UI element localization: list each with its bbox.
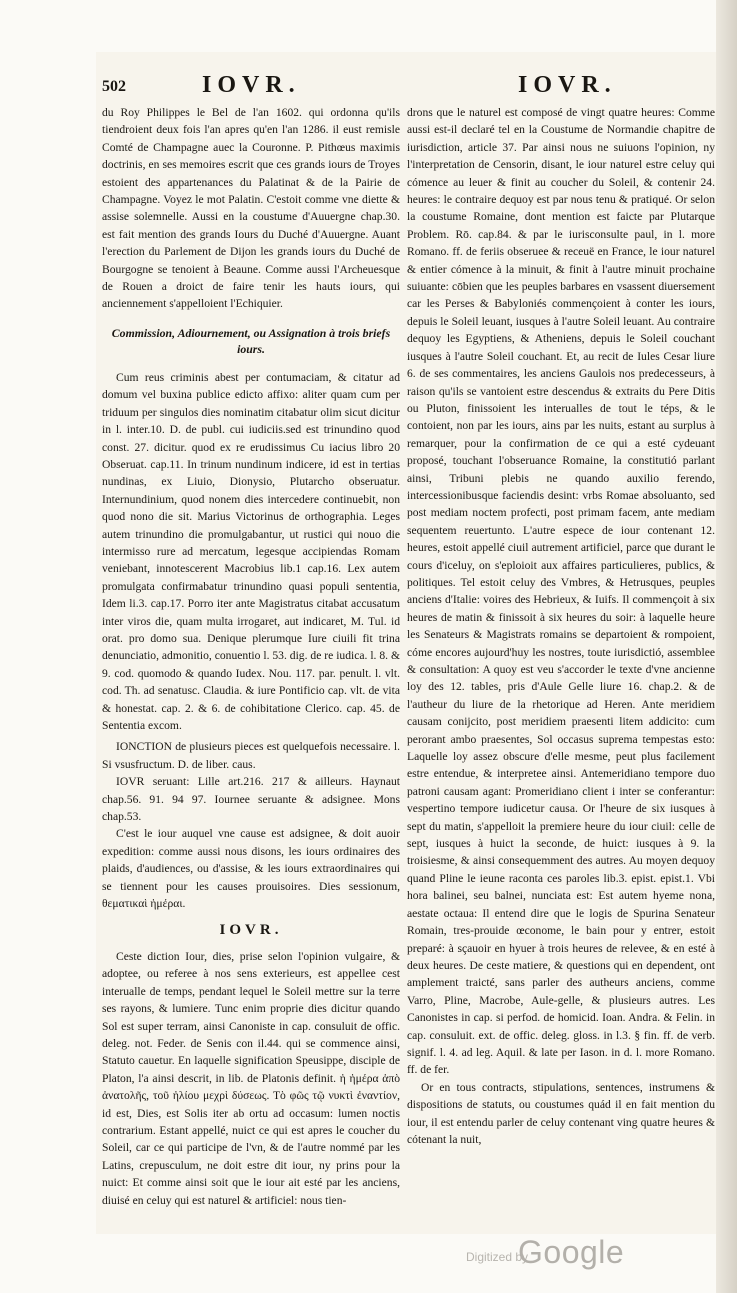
entry-heading-commission: Commission, Adiournement, ou Assignation à trois briefs iours. [111,325,391,356]
page-gutter-shadow [716,0,737,1293]
paragraph-diction-iour: Ceste diction Iour, dies, prise selon l'opinion vulgaire, & adoptee, ou referee à nos sens exterieurs, est appellee cest interualle de temps, pendant lequel le Soleil mettre sur la terre ses rayons, & lumiere. Tunc enim proprie dies dicitur quando Sol est super terram, ainsi Canoniste in cap. consuluit de offic. deleg. not. Feder. de Senis con il.44. qui se commence ainsi, Statuto cauetur. En laquelle signification Speusippe, disciple de Platon, l'a ainsi descrit, in lib. de Platonis definit. ἡ ἡμέρα ἀπὸ ἀνατολῆς, τοῦ ἡλίου μεχρὶ δύσεως. Τὸ φῶς τῷ νυκτὶ ἐναντίον, id est, Dies, est Solis iter ab ortu ad occasum: lumen noctis contrarium. Estant appellé, nuict ce qui est apres le coucher du Soleil, car ce qui participe de l'vn, & de l'autre nommé par les Latins, crepusculum, ne doit estre dit iour, ny prins pour la nuict: Et comme ainsi soit que le iour ait esté par les anciens, diuisé en celuy qui est naturel & artificiel: nous tien- [102,949,400,1207]
google-logo: Google [518,1234,625,1270]
running-header [102,72,717,102]
paragraph-iour-adsigne: C'est le iour auquel vne cause est adsignee, & doit auoir expedition: comme aussi nous disons, les iours ordinaires des plaids, d'audiences, ou d'assise, & les iours extraordinaires qui se tiennent pour les causes prouisoires. Dies sessionum, θεματικαὶ ἡμέραι. [102,827,400,911]
watermark-prefix: Digitized by [466,1250,529,1264]
paragraph-iour-naturel: drons que le naturel est composé de vingt quatre heures: Comme aussi est-il declaré tel en la Coustume de Normandie chapitre de iurisdiction, article 37. Par ainsi nous ne suiuons l'opinion, ny l'interpretation de Censorin, disant, le iour naturel estre celuy qui cómence au leuer & finit au coucher du Soleil, & contenir 24. heures: le contraire dequoy est par nous tenu & pratiqué. Or selon la coustume Romaine, dont mention est faicte par Plutarque Problem. Rō. cap.84. & par le iurisconsulte paul, in l. more Romano. ff. de feriis obseruee & receuë en France, le iour naturel & entier cómence à la minuit, & finit à l'autre minuit prochaine suiuante: cōbien que les peuples barbares en vsassent diuersement car les Perses & Babyloniés commençoient à conter les iours, depuis le Soleil leuant, iusques à l'autre Soleil leuant. Au contraire dequoy les Egyptiens, & Atheniens, depuis le Soleil couchant iusques à l'autre Soleil couchant. Et, au recit de Iules Cesar liure 6. de ses commentaires, les anciens Gaulois nos predecesseurs, à raison qu'ils se vantoient estre descendus & extraits du Pere Ditis ou Pluton, finissoient les interualles de tout le téps, & le contoient, non par les iours, ains par les nuits, estant au surplus à remarquer, pour la confirmation de ce qui a esté cydeuant proposé, touchant l'obseruance Romaine, la constitutió parlant ainsi, Tribuni plebis ne quando auxilio ferendo, intercessionibusque faciendis desint: vrbs Romae absoluanto, sed post mediam noctem profecti, post primam facem, ante mediam sequentem reuertunto. L'autre espece de iour contenant 12. heures, estoit appellé ciuil autrement artificiel, parce que durant le cours d'iceluy, on s'eploioit aux affaires particulieres, publics, & politiques. Tel estoit celuy des Vmbres, & Hetrusques, peuples anciens d'Italie: voires des Hebrieux, & Iuifs. Il commençoit à six heures de matin & finissoit à six heures du soir: à laquelle heure les Senateurs & Magistrats romains se departoient & rompoient, cóme encores aujourd'huy les nostres, toute iurisdictió, assemblee & consultation: A quoy est veu s'accorder le texte d'vne ancienne loy des 12. tables, pris d'Aule Gelle liure 16. chap.2. & de l'autheur du liure de la rhetorique ad Heren. Ante meridiem causam conijcito, post meridiem praesenti litem addicito: cum perorant ambo praesentes, Sol occasus suprema tempestas esto: Laquelle loy assez obscure d'elle mesme, peut plus facilement estre entendue, & interpretee ainsi. Antemeridiano tempore duo patroni causam agant: Promeridiano client i inter se conferantur: vespertino tempore iudicetur causa. Or l'heure de six iusques à sept du matin, s'appelloit la premiere heure du iour ciuil: celle de sept, iusques à huict la seconde, de huict: iusques à 9. la troisiesme, & ainsi consequemment des autres. Au moyen dequoy quand Pline le ieune raconta ces paroles lib.3. epist. epist.1. Vbi hora balinei, seu balnei, nunciata est: Est autem hyeme nona, aestate octaua: Il entend dire que le logis de Spurina Senateur Romain, tres-prouide œconome, le bain pour y entrer, estoit preparé: à sçauoir en hyuer à trois heures de relevee, & en esté à deux heures. De ceste matiere, & questions qui en dependent, ont amplement traicté, sans parler des autheurs anciens, comme Varro, Pline, Macrobe, Aule-gelle, & plusieurs autres. Les Canonistes in cap. si perfod. de homicid. Ioan. Andra. & Felin. in cap. consuluit. ext. de offic. deleg. gloss. in l.3. § fin. ff. de verb. signif. l. 4. ad leg. Aquil. & late per Iason. in d. l. more Romano. ff. de fer. [407,106,715,1077]
section-heading-iour: IOVR. [219,922,283,939]
page-number: 502 [102,78,126,95]
entry-ionction: IONCTION de plusieurs pieces est quelquefois necessaire. l. Si vsusfructum. D. de liber. caus. [102,740,400,771]
right-column [407,104,715,1236]
paragraph-latin-citation: Cum reus criminis abest per contumaciam, & citatur ad domum vel buxina publice edicto affixo: aliter quam cum per triduum per singulos dies nominatim citabatur olim sicut dicitur in l. inter.10. D. de publ. cui iudiciis.sed est trinundino quod const. 27. dicitur. quod ex re erudissimus Cu iacius libro 20 Obseruat. cap.11. In trinum nundinum indicere, id est in tertias nundinas, ex Liuio, Dionysio, Plutarcho obseruatur. Internundinium, quod nonem dies intercedere continuebit, non quod nono die sit. Marius Victorinus de orthographia. Leges autem trinundino die promulgabantur, ut rustici qui nouo die intermisso rure ad mercatum, legesque accipiendas Romam veniebant, innotescerent Macrobius lib.1 cap.16. Lex autem promulgata confirmabatur trinundino quasi populi sententia, Idem li.3. cap.17. Porro iter ante Magistratus citabat accusatum inter viros die, quam multa irrogaret, aut indicaret, M. Tul. id orat. pro domo sua. Denique plerumque Iure ciuili fit trina denunciatio, admonitio, conuentio l. 53. dig. de re iudica. l. 8. & 9. cod. quomodo & quando Iudex. Nou. 117. par. penult. l. vlt. cod. Th. ad senatusc. Claudia. & iure Pontificio cap. vlt. de vita & honestat. cap. 2. & 6. de cohibitatione Clerico. cap. 45. de Sententia excom. [102,370,400,732]
paragraph-contracts: Or en tous contracts, stipulations, sentences, instrumens & dispositions de statuts, ou coustumes quád il en fait mention du iour, il est entendu parler de celuy contenant ving quatre heures & cótenant la nuit, [407,1080,715,1146]
entry-iour-servant: IOVR seruant: Lille art.216. 217 & ailleurs. Haynaut chap.56. 91. 94 97. Iournee seruante & adsignee. Mons chap.53. [102,775,400,824]
left-column [102,104,400,1236]
paragraph-grands-iours: du Roy Philippes le Bel de l'an 1602. qui ordonna qu'ils tiendroient deux fois l'an apres qu'en l'an 1286. il eust remisle Comté de Champagne auec la Couronne. P. Pithœus maximis doctrinis, en ses memoires escrit que ces grands iours de Troyes estoient des appartenances du Palatinat & de la Pairie de Champagne. Voyez le mot Palatin. C'estoit comme vne diette & assise solemnelle. Aussi en la coustume d'Auuergne chap.30. est fait mention des grands Iours du Duché d'Auuergne. Auant l'erection du Parlement de Dijon les grands iours du Duché de Bourgogne se tenoient à Beaune. Comme aussi l'Archeuesque de Rouen a droict de faire tenir les hauts iours, qui anciennement s'appelloient l'Echiquier. [102,106,400,311]
digitized-by-google-watermark [466,1236,706,1276]
running-title-left: IOVR. [202,72,301,98]
running-title-right: IOVR. [518,72,617,98]
